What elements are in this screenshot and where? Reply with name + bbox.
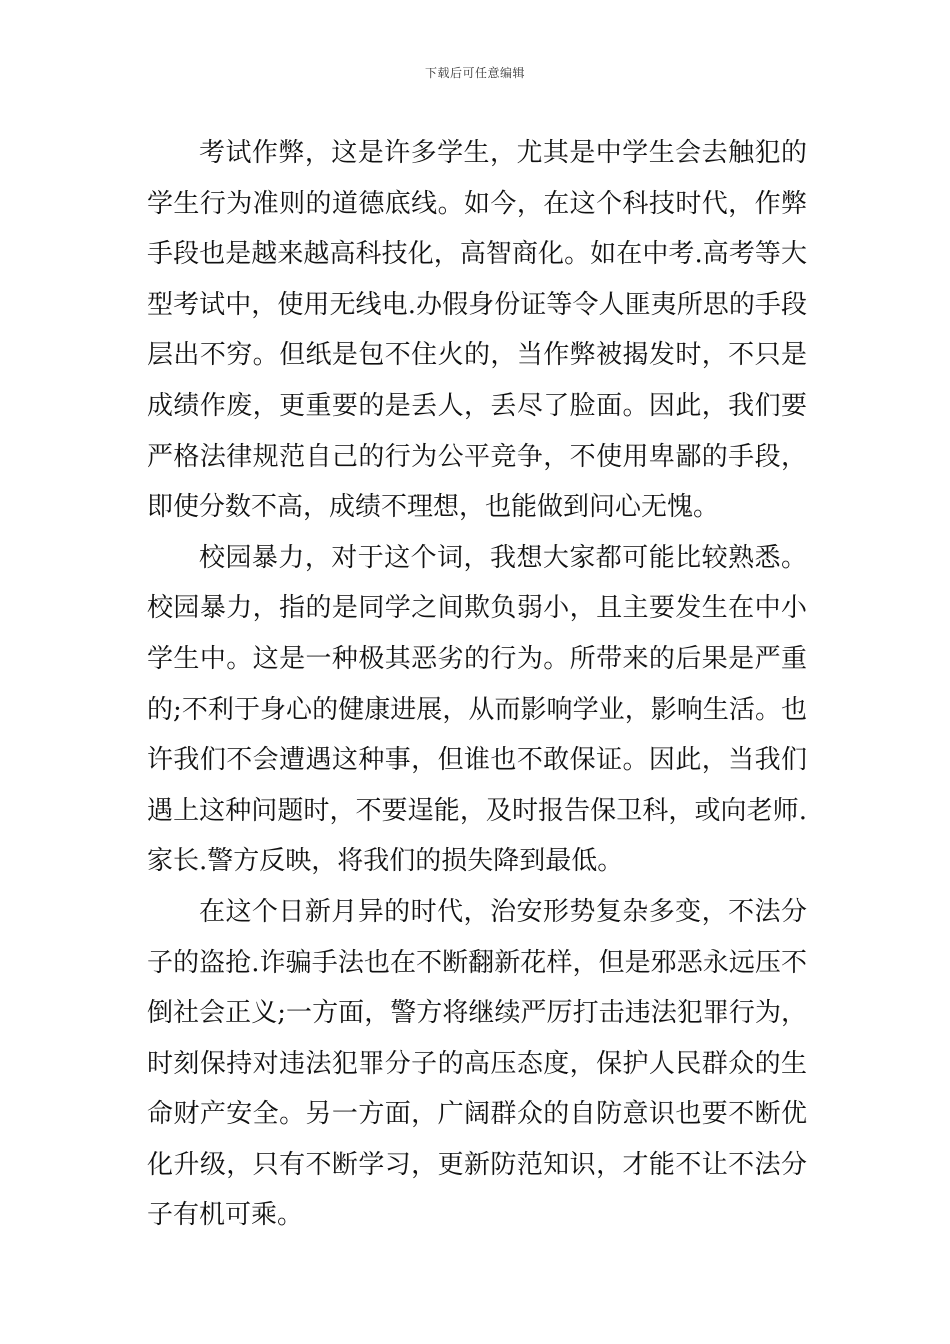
paragraph-campus-violence: 校园暴力，对于这个词，我想大家都可能比较熟悉。校园暴力，指的是同学之间欺负弱小，且主要发生在中小学生中。这是一种极其恶劣的行为。所带来的后果是严重的;不利于身心的健康进展，从而影响学业，影响生活。也许我们不会遭遇这种事，但谁也不敢保证。因此，当我们遇上这种问题时，不要逞能，及时报告保卫科，或向老师.家长.警方反映，将我们的损失降到最低。 xyxy=(147,542,807,877)
page-header: 下载后可任意编辑 xyxy=(424,66,525,80)
paragraph-public-security: 在这个日新月异的时代，治安形势复杂多变，不法分子的盗抢.诈骗手法也在不断翻新花样，但是邪恶永远压不倒社会正义;一方面，警方将继续严厉打击违法犯罪行为，时刻保持对违法犯罪分子的高压态度，保护人民群众的生命财产安全。另一方面，广阔群众的自防意识也要不断优化升级，只有不断学习，更新防范知识，才能不让不法分子有机可乘。 xyxy=(147,896,807,1231)
document-body xyxy=(147,128,807,1241)
paragraph-exam-cheating: 考试作弊，这是许多学生，尤其是中学生会去触犯的学生行为准则的道德底线。如今，在这个科技时代，作弊手段也是越来越高科技化，高智商化。如在中考.高考等大型考试中，使用无线电.办假身份证等令人匪夷所思的手段层出不穷。但纸是包不住火的，当作弊被揭发时，不只是成绩作废，更重要的是丢人，丢尽了脸面。因此，我们要严格法律规范自己的行为公平竞争，不使用卑鄙的手段，即使分数不高，成绩不理想，也能做到问心无愧。 xyxy=(147,138,807,523)
